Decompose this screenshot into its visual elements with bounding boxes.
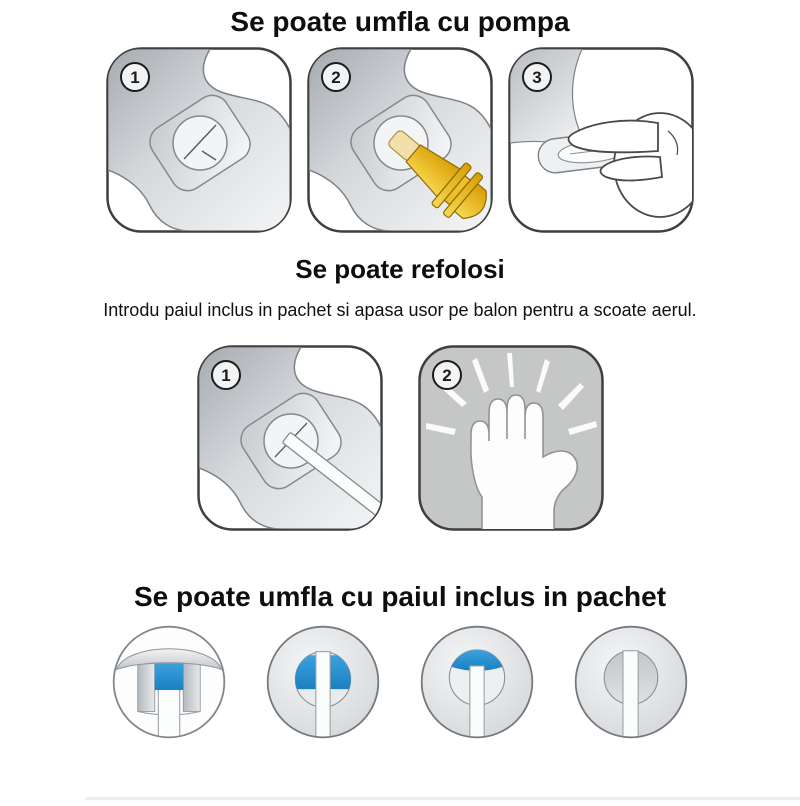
step-number: 1 <box>130 68 140 87</box>
step-number: 3 <box>532 68 542 87</box>
instruction-sheet <box>0 6 800 806</box>
straw-icon <box>470 666 484 737</box>
figure-valve-top-closed <box>573 624 689 740</box>
step-panel-reuse-2 <box>418 345 604 531</box>
step-panel-reuse-1 <box>197 345 383 531</box>
reuse-steps-row <box>0 345 800 531</box>
valve-figures-row <box>0 624 800 740</box>
pump-steps-row <box>0 47 800 233</box>
straw-icon <box>316 652 330 738</box>
step-number: 1 <box>220 366 231 385</box>
section-title-pump: Se poate umfla cu pompa <box>230 6 570 37</box>
straw-icon <box>623 651 638 738</box>
figure-valve-cross-section <box>111 624 227 740</box>
reuse-instruction-text: Introdu paiul inclus in pachet si apasa usor pe balon pentru a scoate aerul. <box>103 300 697 320</box>
figure-valve-top-open <box>265 624 381 740</box>
step-panel-pump-1 <box>106 47 292 233</box>
step-number: 2 <box>331 68 341 87</box>
step-panel-pump-3 <box>508 47 694 233</box>
step-panel-pump-2 <box>307 47 493 233</box>
step-number: 2 <box>441 366 452 385</box>
blue-seal <box>155 663 184 690</box>
section-title-straw: Se poate umfla cu paiul inclus in pachet <box>133 581 667 612</box>
figure-valve-top-half <box>419 624 535 740</box>
section-title-reuse: Se poate refolosi <box>295 254 505 284</box>
